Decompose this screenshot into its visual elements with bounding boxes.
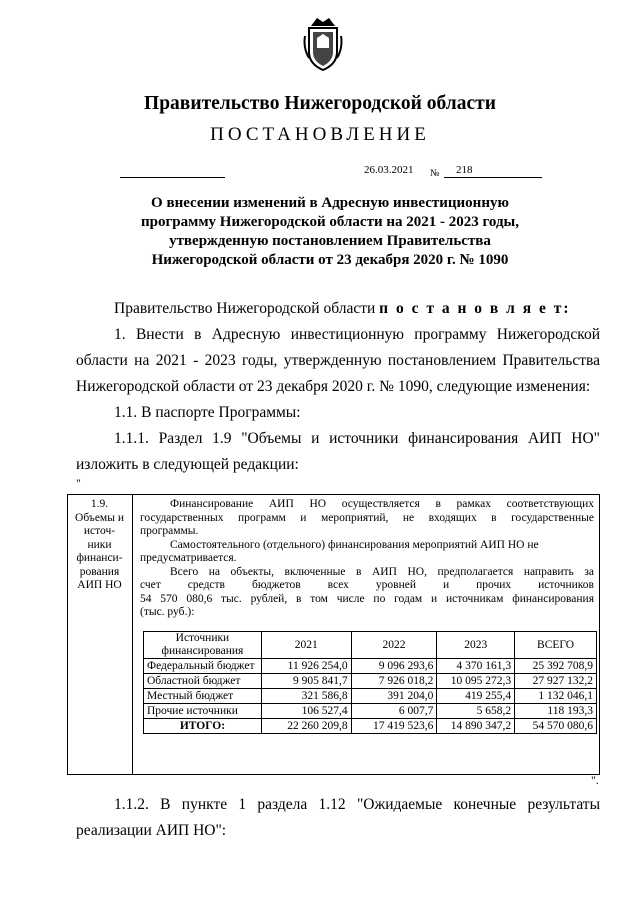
header-cell: ВСЕГО <box>515 632 597 659</box>
header-cell: 2021 <box>261 632 351 659</box>
value-cell: 6 007,7 <box>351 704 437 719</box>
section-label-line: источ- <box>83 525 116 537</box>
value-cell: 11 926 254,0 <box>261 659 351 674</box>
total-cell: 25 392 708,9 <box>515 659 597 674</box>
p1-line1: 1. Внести в Адресную инвестиционную программу Нижегородской <box>114 326 600 343</box>
table-row <box>144 704 597 719</box>
table-row <box>144 689 597 704</box>
source-cell: ИТОГО: <box>144 719 262 734</box>
financing-table <box>143 631 597 734</box>
p112-line1: 1.1.2. В пункте 1 раздела 1.12 "Ожидаемые конечные результаты <box>114 796 600 813</box>
text3-line3: 54 570 080,6 тыс. рублей, в том числе по годам и источникам финансирования <box>140 592 594 605</box>
value-cell: 14 890 347,2 <box>437 719 515 734</box>
section-label-line: Объемы и <box>75 511 124 524</box>
value-cell: 106 527,4 <box>261 704 351 719</box>
total-cell: 118 193,3 <box>515 704 597 719</box>
document-title <box>60 194 600 270</box>
section-text <box>140 498 594 620</box>
text1-line3: программы. <box>140 525 199 537</box>
text2-line2: предусматривается. <box>140 552 237 564</box>
total-cell: 27 927 132,2 <box>515 674 597 689</box>
value-cell: 4 370 161,3 <box>437 659 515 674</box>
document-number: 218 <box>444 164 542 178</box>
text1-line1: Финансирование АИП НО осуществляется в рамках соответствующих <box>170 498 594 510</box>
signature-line <box>120 177 225 178</box>
document-date: 26.03.2021 <box>364 164 414 176</box>
section-label-line: ники <box>87 538 112 551</box>
text2-line1: Самостоятельного (отдельного) финансирования мероприятий АИП НО не <box>170 538 539 551</box>
source-cell: Областной бюджет <box>144 674 262 689</box>
section-label-line: рования <box>79 565 120 578</box>
p111-line1: 1.1.1. Раздел 1.9 "Объемы и источники финансирования АИП НО" <box>114 430 600 447</box>
title-line: О внесении изменений в Адресную инвестиционную <box>151 195 509 211</box>
table-header-row <box>144 632 597 659</box>
intro-text: Правительство Нижегородской области <box>114 300 380 317</box>
section-label <box>67 494 133 775</box>
source-cell: Местный бюджет <box>144 689 262 704</box>
document-type: ПОСТАНОВЛЕНИЕ <box>210 124 430 145</box>
p111-line2: изложить в следующей редакции: <box>76 456 299 473</box>
value-cell: 7 926 018,2 <box>351 674 437 689</box>
source-cell: Прочие источники <box>144 704 262 719</box>
quote-open: " <box>76 476 81 490</box>
table-total-row <box>144 719 597 734</box>
source-cell: Федеральный бюджет <box>144 659 262 674</box>
total-cell: 54 570 080,6 <box>515 719 597 734</box>
title-line: программу Нижегородской области на 2021 - 2023 годы, <box>140 214 520 230</box>
value-cell: 17 419 523,6 <box>351 719 437 734</box>
section-label-line: финанси- <box>76 552 123 564</box>
coat-of-arms-emblem <box>303 12 343 72</box>
intro-paragraph <box>114 296 571 322</box>
total-cell: 1 132 046,1 <box>515 689 597 704</box>
intro-decree-word: п о с т а н о в л я е т: <box>379 300 571 317</box>
p1-line3: Нижегородской области от 23 декабря 2020 г. № 1090, следующие изменения: <box>76 378 591 395</box>
text3-line4: (тыс. руб.): <box>140 606 195 618</box>
text3-line2: счет средств бюджетов всех уровней и прочих источников <box>140 579 594 591</box>
header-cell: Источники финансирования <box>144 632 262 659</box>
title-line: Нижегородской области от 23 декабря 2020 г. № 1090 <box>151 252 509 268</box>
value-cell: 321 586,8 <box>261 689 351 704</box>
p112-line2: реализации АИП НО": <box>76 822 227 839</box>
value-cell: 419 255,4 <box>437 689 515 704</box>
value-cell: 9 096 293,6 <box>351 659 437 674</box>
government-name: Правительство Нижегородской области <box>144 93 496 114</box>
header-cell: 2023 <box>437 632 515 659</box>
text1-line2: государственных программ и мероприятий, не входящих в государственные <box>140 511 594 524</box>
number-label: № <box>430 168 440 179</box>
table-row <box>144 674 597 689</box>
value-cell: 5 658,2 <box>437 704 515 719</box>
header-cell: 2022 <box>351 632 437 659</box>
p1-line2: области на 2021 - 2023 годы, утвержденную постановлением Правительства <box>76 352 600 369</box>
p11: 1.1. В паспорте Программы: <box>114 404 301 421</box>
section-label-line: 1.9. <box>90 498 109 510</box>
section-label-line: АИП НО <box>77 579 122 591</box>
title-line: утвержденную постановлением Правительства <box>169 233 491 249</box>
table-row <box>144 659 597 674</box>
value-cell: 391 204,0 <box>351 689 437 704</box>
value-cell: 22 260 209,8 <box>261 719 351 734</box>
value-cell: 10 095 272,3 <box>437 674 515 689</box>
quote-close: ". <box>591 773 599 787</box>
value-cell: 9 905 841,7 <box>261 674 351 689</box>
text3-line1: Всего на объекты, включенные в АИП НО, предполагается направить за <box>170 565 594 578</box>
